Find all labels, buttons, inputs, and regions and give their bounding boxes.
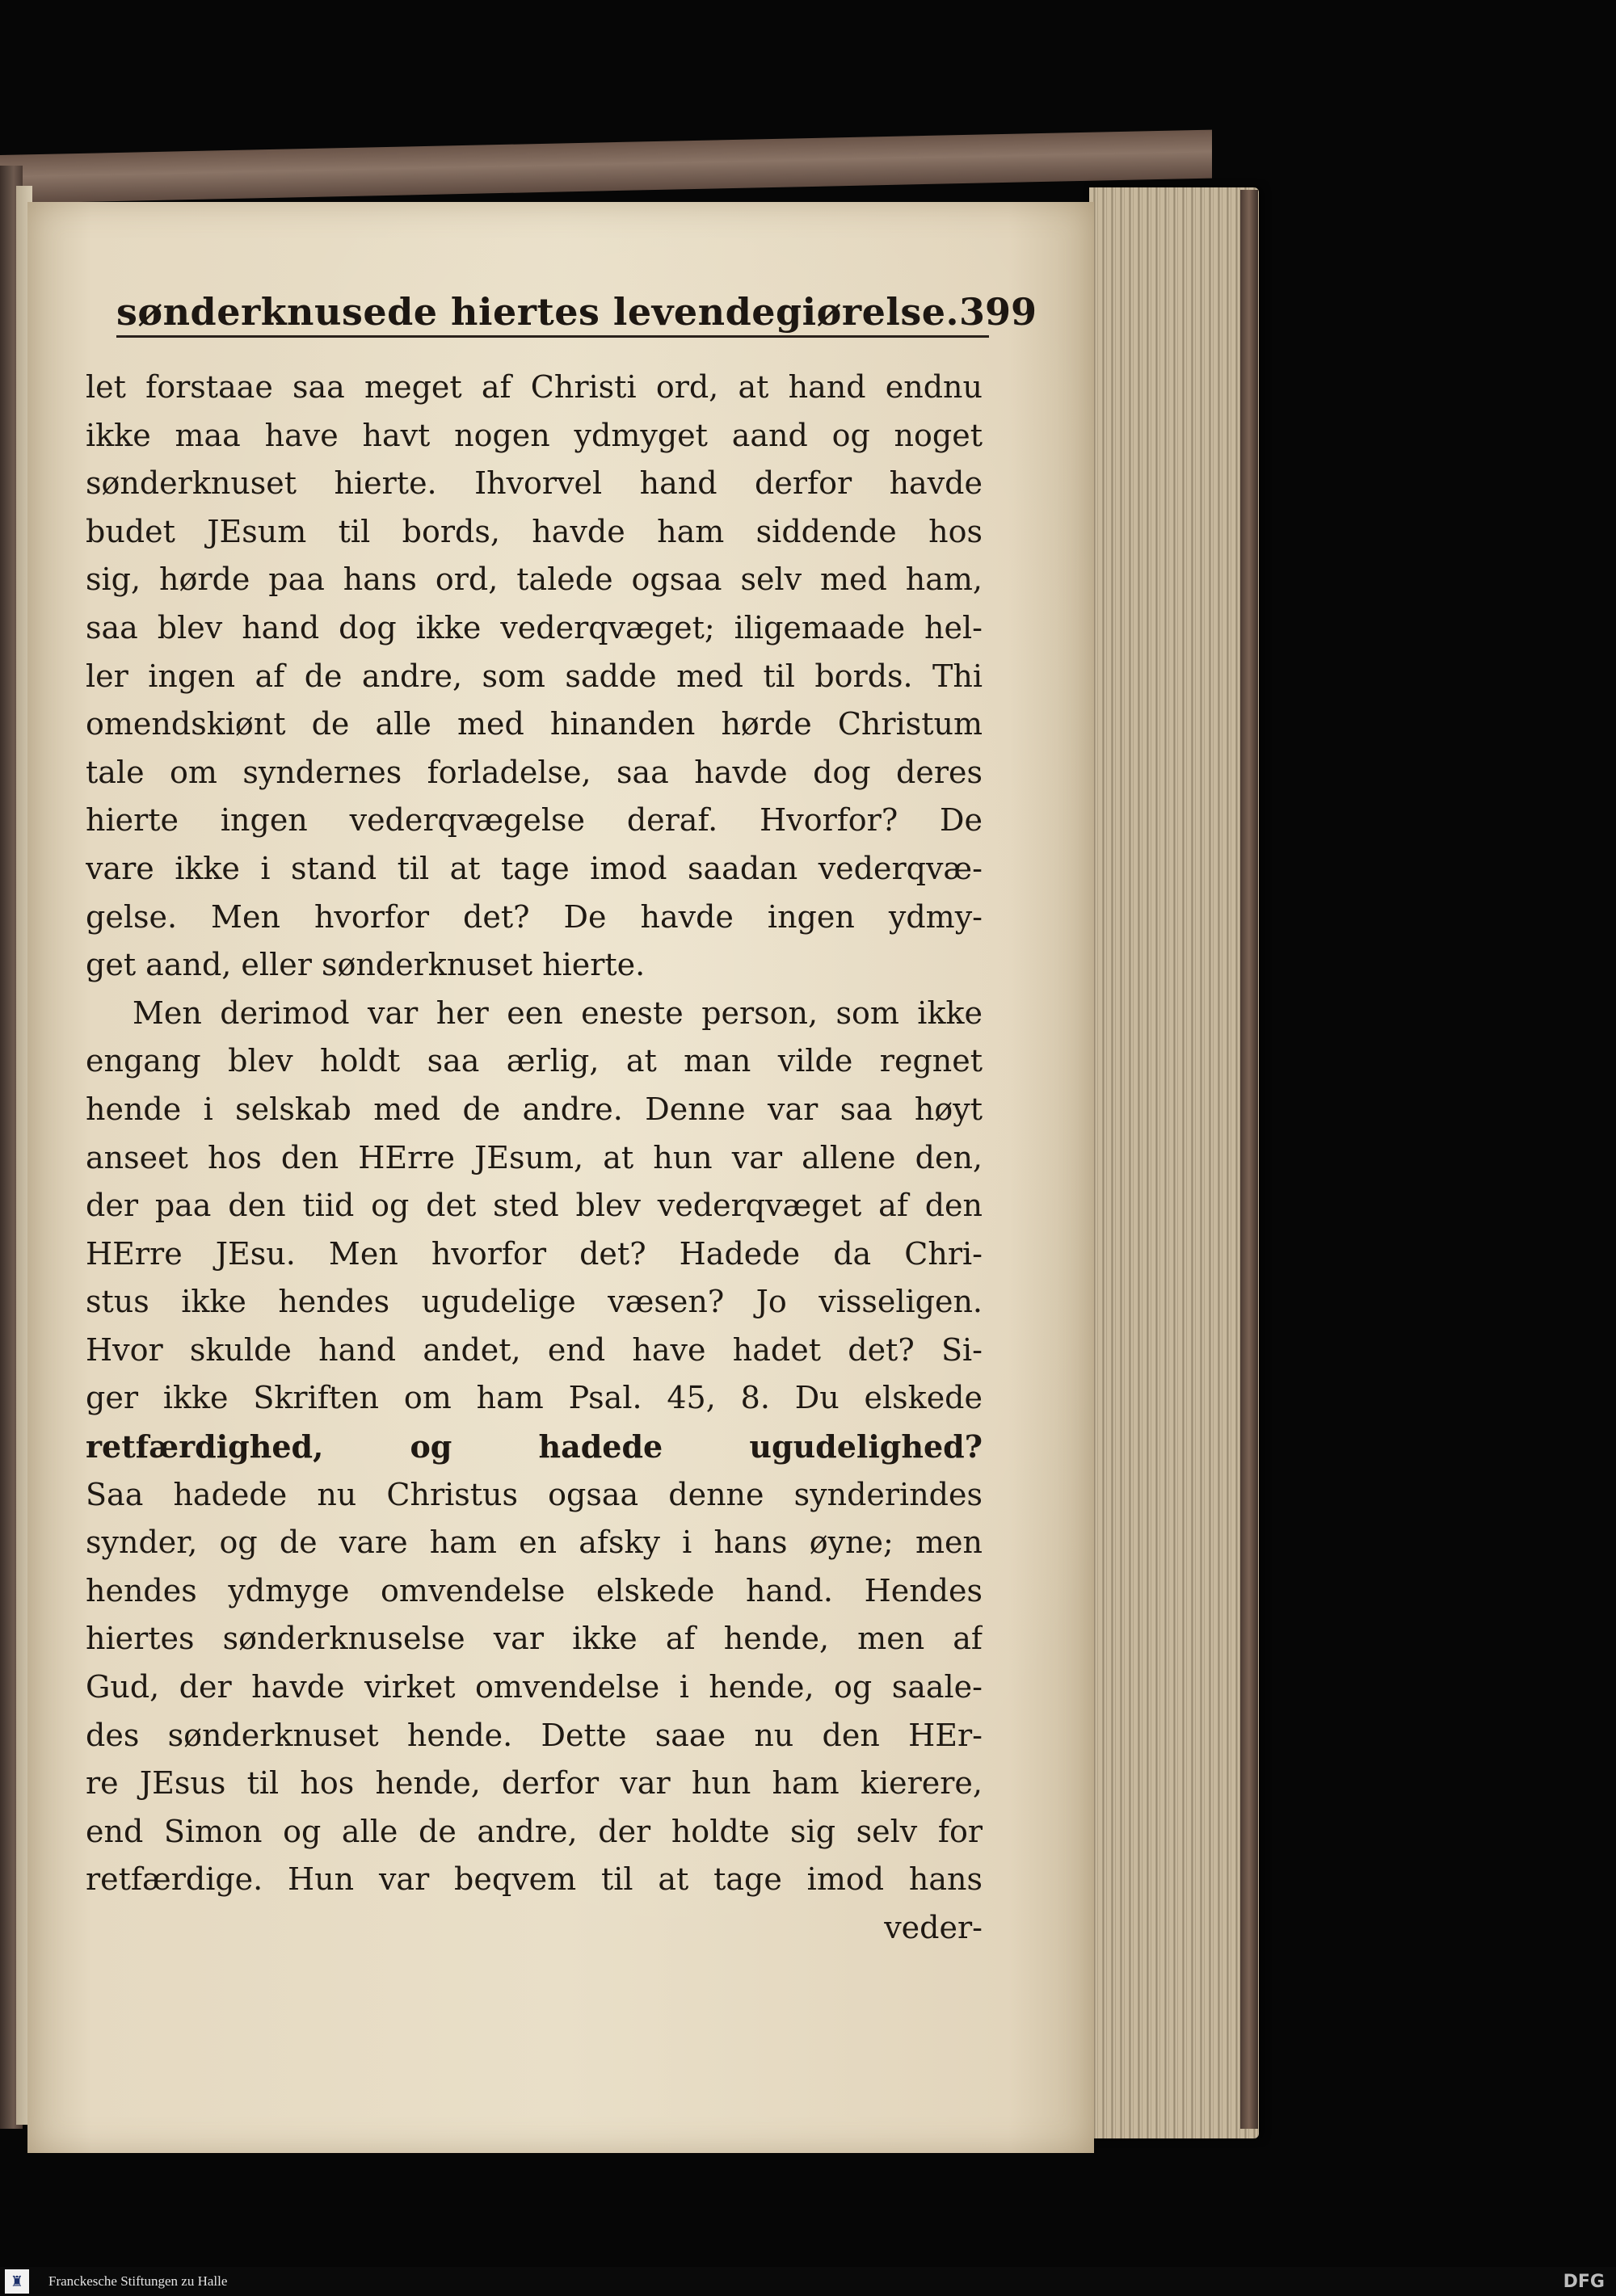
text-line: ger ikke Skriften om ham Psal. 45, 8. Du elskede xyxy=(86,1380,983,1416)
emphasized-text-line: retfærdighed, og hadede ugudelighed? xyxy=(86,1428,983,1465)
text-line: synder, og de vare ham en afsky i hans øyne; men xyxy=(86,1524,983,1561)
text-line: gelse. Men hvorfor det? De havde ingen ydmy- xyxy=(86,898,983,935)
book-page xyxy=(27,202,1094,2153)
text-line: budet JEsum til bords, havde ham siddende hos xyxy=(86,513,983,549)
book-cover-right-edge xyxy=(1240,190,1258,2129)
running-title: sønderknusede hiertes levendegiørelse. xyxy=(116,290,959,334)
text-line: hende i selskab med de andre. Denne var saa høyt xyxy=(86,1091,983,1127)
text-line: Hvor skulde hand andet, end have hadet det? Si- xyxy=(86,1331,983,1368)
text-line: der paa den tiid og det sted blev vederqvæget af den xyxy=(86,1188,983,1224)
text-line: engang blev holdt saa ærlig, at man vilde regnet xyxy=(86,1043,983,1079)
paragraph-start-line: Men derimod var her een eneste person, som ikke xyxy=(133,995,983,1031)
text-line: end Simon og alle de andre, der holdte sig selv for xyxy=(86,1813,983,1849)
text-line: vare ikke i stand til at tage imod saadan vederqvæ- xyxy=(86,850,983,886)
institution-name[interactable]: Franckesche Stiftungen zu Halle xyxy=(48,2273,228,2289)
text-line: Gud, der havde virket omvendelse i hende, og saale- xyxy=(86,1669,983,1705)
text-line: hendes ydmyge omvendelse elskede hand. Hendes xyxy=(86,1572,983,1608)
text-line: anseet hos den HErre JEsum, at hun var allene den, xyxy=(86,1139,983,1175)
page-number: 399 xyxy=(959,290,1037,334)
text-line: sønderknuset hierte. Ihvorvel hand derfor havde xyxy=(86,465,983,502)
footer-bar xyxy=(0,2267,1616,2296)
page-block-edges xyxy=(1089,187,1259,2138)
text-line: ikke maa have havt nogen ydmyget aand og noget xyxy=(86,417,983,453)
text-line: retfærdige. Hun var beqvem til at tage imod hans xyxy=(86,1861,983,1898)
text-line: saa blev hand dog ikke vederqvæget; iligemaade hel- xyxy=(86,609,983,645)
body-text xyxy=(86,364,983,1953)
text-line: Saa hadede nu Christus ogsaa denne synderindes xyxy=(86,1476,983,1512)
text-line: omendskiønt de alle med hinanden hørde Christum xyxy=(86,706,983,742)
text-line: get aand, eller sønderknuset hierte. xyxy=(86,947,646,983)
text-line: stus ikke hendes ugudelige væsen? Jo visseligen. xyxy=(86,1284,983,1320)
text-line: ler ingen af de andre, som sadde med til bords. Thi xyxy=(86,658,983,694)
text-line: hierte ingen vederqvægelse deraf. Hvorfor? De xyxy=(86,802,983,839)
book-cover-top-edge xyxy=(0,130,1212,204)
text-line: des sønderknuset hende. Dette saae nu den HEr- xyxy=(86,1717,983,1753)
catchword: veder- xyxy=(884,1910,983,1945)
text-line: HErre JEsu. Men hvorfor det? Hadede da Chri- xyxy=(86,1235,983,1272)
dfg-badge[interactable]: DFG xyxy=(1563,2272,1605,2292)
text-line: re JEsus til hos hende, derfor var hun ham kierere, xyxy=(86,1765,983,1802)
text-line: hiertes sønderknuselse var ikke af hende, men af xyxy=(86,1621,983,1657)
institution-logo-icon: ♜ xyxy=(5,2269,29,2294)
text-line: sig, hørde paa hans ord, talede ogsaa selv med ham, xyxy=(86,561,983,598)
text-line: tale om syndernes forladelse, saa havde dog deres xyxy=(86,754,983,790)
text-line: let forstaae saa meget af Christi ord, at hand endnu xyxy=(86,369,983,405)
running-head xyxy=(116,279,1037,338)
